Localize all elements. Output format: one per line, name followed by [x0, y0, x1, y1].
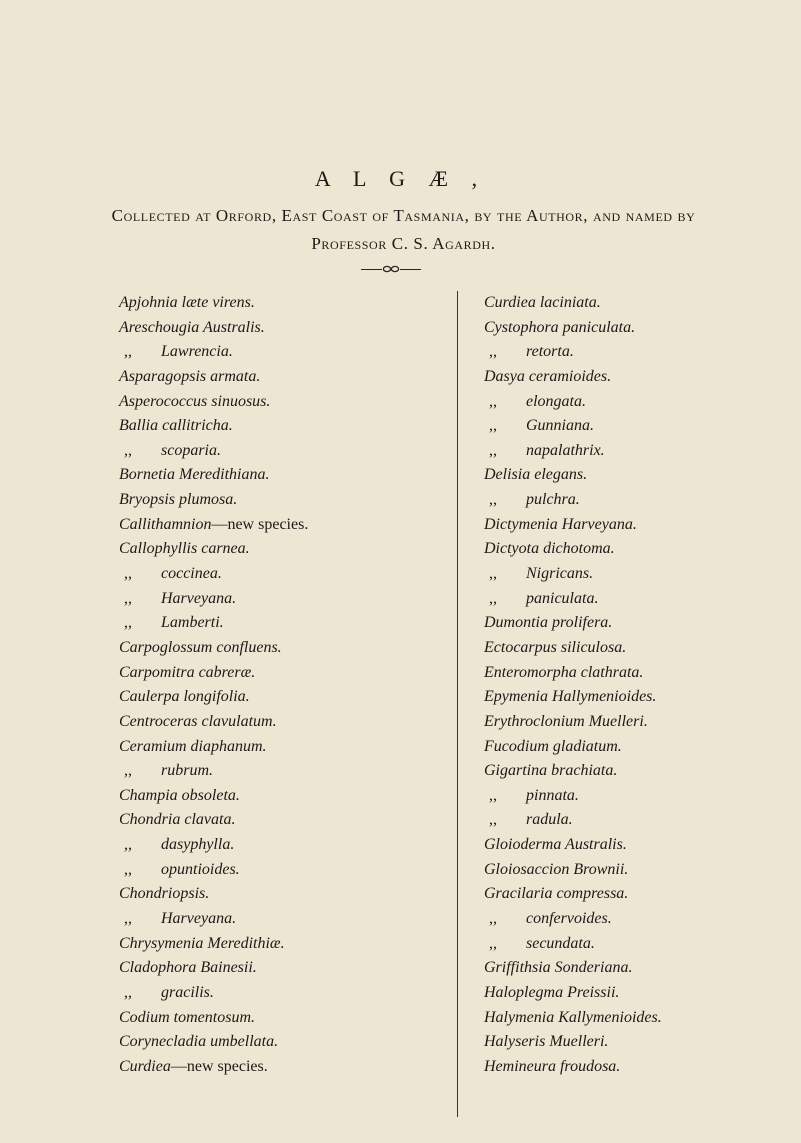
- ditto-mark: ,,: [124, 836, 132, 854]
- species-name: Callithamnion: [119, 515, 212, 533]
- species-entry: [484, 291, 800, 316]
- species-entry: [484, 956, 800, 981]
- species-entry: [119, 439, 429, 464]
- species-entry: [484, 1055, 800, 1080]
- species-name: Dictyota dichotoma.: [484, 540, 615, 558]
- species-entry: [484, 340, 800, 365]
- species-name: Gloiosaccion Brownii.: [484, 860, 629, 878]
- species-name: Centroceras clavulatum.: [119, 712, 277, 730]
- species-name: pinnata.: [526, 786, 579, 804]
- species-list-right: [484, 291, 800, 1080]
- species-entry: [119, 907, 429, 932]
- species-entry: [119, 414, 429, 439]
- species-entry: [119, 488, 429, 513]
- species-entry: [119, 291, 429, 316]
- species-list-left: [119, 291, 429, 1080]
- ditto-mark: ,,: [124, 343, 132, 361]
- species-name: Curdiea: [119, 1057, 171, 1075]
- species-entry: [119, 611, 429, 636]
- species-name: Chondria clavata.: [119, 811, 236, 829]
- species-name: opuntioides.: [161, 860, 240, 878]
- species-entry: [119, 365, 429, 390]
- ditto-mark: ,,: [489, 786, 497, 804]
- species-entry: [484, 685, 800, 710]
- ditto-mark: ,,: [124, 860, 132, 878]
- page-subtitle: [6, 202, 801, 258]
- species-name: Erythroclonium Muelleri.: [484, 712, 648, 730]
- species-entry: [484, 587, 800, 612]
- ditto-mark: ,,: [489, 934, 497, 952]
- species-name: coccinea.: [161, 565, 222, 583]
- species-entry: [484, 316, 800, 341]
- species-name: Gigartina brachiata.: [484, 762, 618, 780]
- species-name: Lamberti.: [161, 614, 224, 632]
- species-name: Ballia callitricha.: [119, 417, 233, 435]
- ditto-mark: ,,: [489, 811, 497, 829]
- species-name: Epymenia Hallymenioides.: [484, 688, 657, 706]
- species-entry: [119, 981, 429, 1006]
- species-name: secundata.: [526, 934, 595, 952]
- species-name: Lawrencia.: [161, 343, 233, 361]
- ditto-mark: ,,: [124, 614, 132, 632]
- species-entry: [119, 858, 429, 883]
- species-name: Ceramium diaphanum.: [119, 737, 267, 755]
- ditto-mark: ,,: [489, 343, 497, 361]
- species-entry: [119, 735, 429, 760]
- ditto-mark: ,,: [489, 565, 497, 583]
- species-name: napalathrix.: [526, 441, 605, 459]
- ditto-mark: ,,: [489, 441, 497, 459]
- species-name: Callophyllis carnea.: [119, 540, 250, 558]
- species-entry: [484, 1006, 800, 1031]
- species-name: elongata.: [526, 392, 586, 410]
- ornament-icon: [382, 264, 400, 274]
- species-name: Fucodium gladiatum.: [484, 737, 622, 755]
- species-entry: [119, 710, 429, 735]
- species-name: Nigricans.: [526, 565, 594, 583]
- species-name: Ectocarpus siliculosa.: [484, 638, 627, 656]
- species-entry: [484, 1030, 800, 1055]
- species-entry: [119, 1030, 429, 1055]
- species-entry: [119, 1006, 429, 1031]
- species-name: Chrysymenia Meredithiæ.: [119, 934, 285, 952]
- ditto-mark: ,,: [489, 417, 497, 435]
- species-name: Griffithsia Sonderiana.: [484, 959, 633, 977]
- species-entry: [119, 1055, 429, 1080]
- species-entry: [119, 587, 429, 612]
- subtitle-line-2: Professor C. S. Agardh.: [311, 234, 496, 253]
- ditto-mark: ,,: [124, 910, 132, 928]
- species-entry: [119, 759, 429, 784]
- species-entry: [484, 636, 800, 661]
- ditto-mark: ,,: [124, 589, 132, 607]
- species-name: pulchra.: [526, 491, 580, 509]
- species-name: Harveyana.: [161, 910, 237, 928]
- species-entry: [484, 562, 800, 587]
- species-name: Chondriopsis.: [119, 885, 210, 903]
- species-name: Dasya ceramioides.: [484, 367, 612, 385]
- ditto-mark: ,,: [489, 910, 497, 928]
- species-entry: [119, 390, 429, 415]
- species-entry: [484, 710, 800, 735]
- species-entry: [484, 390, 800, 415]
- species-name: Dictymenia Harveyana.: [484, 515, 637, 533]
- species-name: Gloioderma Australis.: [484, 836, 627, 854]
- species-entry: [484, 882, 800, 907]
- species-entry: [484, 611, 800, 636]
- species-name: Cystophora paniculata.: [484, 318, 636, 336]
- species-entry: [119, 562, 429, 587]
- species-name: scoparia.: [161, 441, 221, 459]
- species-entry: [484, 439, 800, 464]
- ditto-mark: ,,: [124, 983, 132, 1001]
- species-name: rubrum.: [161, 762, 214, 780]
- species-name: confervoides.: [526, 910, 612, 928]
- species-entry: [119, 956, 429, 981]
- species-note: —new species.: [211, 515, 309, 533]
- species-name: Carpomitra cabreræ.: [119, 663, 256, 681]
- species-entry: [484, 981, 800, 1006]
- species-name: Corynecladia umbellata.: [119, 1033, 279, 1051]
- page-title: A L G Æ ,: [314, 166, 487, 191]
- species-entry: [484, 488, 800, 513]
- species-entry: [484, 808, 800, 833]
- species-entry: [484, 907, 800, 932]
- species-entry: [119, 340, 429, 365]
- species-entry: [119, 316, 429, 341]
- species-entry: [119, 537, 429, 562]
- ditto-mark: ,,: [489, 589, 497, 607]
- species-name: Codium tomentosum.: [119, 1008, 255, 1026]
- species-note: —new species.: [170, 1057, 268, 1075]
- species-name: Champia obsoleta.: [119, 786, 240, 804]
- species-entry: [484, 932, 800, 957]
- species-entry: [119, 636, 429, 661]
- species-name: Bryopsis plumosa.: [119, 491, 238, 509]
- species-name: Asperococcus sinuosus.: [119, 392, 271, 410]
- species-entry: [484, 858, 800, 883]
- column-divider: [457, 291, 458, 1117]
- species-entry: [484, 414, 800, 439]
- species-entry: [484, 463, 800, 488]
- species-name: Haloplegma Preissii.: [484, 983, 620, 1001]
- species-entry: [119, 784, 429, 809]
- species-entry: [484, 784, 800, 809]
- species-name: Gunniana.: [526, 417, 594, 435]
- species-name: Halyseris Muelleri.: [484, 1033, 609, 1051]
- species-name: Harveyana.: [161, 589, 237, 607]
- species-entry: [119, 513, 429, 538]
- species-name: Areschougia Australis.: [119, 318, 265, 336]
- species-entry: [119, 685, 429, 710]
- species-name: Delisia elegans.: [484, 466, 588, 484]
- species-name: Gracilaria compressa.: [484, 885, 629, 903]
- species-name: Curdiea laciniata.: [484, 294, 601, 311]
- species-entry: [484, 759, 800, 784]
- species-name: Asparagopsis armata.: [119, 367, 261, 385]
- species-entry: [119, 833, 429, 858]
- species-entry: [484, 537, 800, 562]
- species-name: radula.: [526, 811, 573, 829]
- species-name: Cladophora Bainesii.: [119, 959, 257, 977]
- ditto-mark: ,,: [124, 441, 132, 459]
- species-name: Enteromorpha clathrata.: [484, 663, 644, 681]
- species-entry: [484, 513, 800, 538]
- ditto-mark: ,,: [124, 565, 132, 583]
- species-entry: [119, 661, 429, 686]
- species-name: Bornetia Meredithiana.: [119, 466, 270, 484]
- species-entry: [119, 932, 429, 957]
- species-entry: [119, 463, 429, 488]
- ditto-mark: ,,: [489, 392, 497, 410]
- species-name: Apjohnia læte virens.: [119, 294, 255, 311]
- species-entry: [484, 833, 800, 858]
- species-name: retorta.: [526, 343, 574, 361]
- species-name: Dumontia prolifera.: [484, 614, 613, 632]
- species-name: Hemineura froudosa.: [484, 1057, 621, 1075]
- species-name: dasyphylla.: [161, 836, 235, 854]
- species-entry: [119, 808, 429, 833]
- species-name: paniculata.: [526, 589, 599, 607]
- species-name: Caulerpa longifolia.: [119, 688, 250, 706]
- species-entry: [484, 365, 800, 390]
- ditto-mark: ,,: [489, 491, 497, 509]
- ditto-mark: ,,: [124, 762, 132, 780]
- species-entry: [119, 882, 429, 907]
- species-name: Halymenia Kallymenioides.: [484, 1008, 662, 1026]
- species-name: gracilis.: [161, 983, 214, 1001]
- species-name: Carpoglossum confluens.: [119, 638, 282, 656]
- species-entry: [484, 735, 800, 760]
- species-entry: [484, 661, 800, 686]
- subtitle-line-1: Collected at Orford, East Coast of Tasmania, by the Author, and named by: [111, 206, 696, 225]
